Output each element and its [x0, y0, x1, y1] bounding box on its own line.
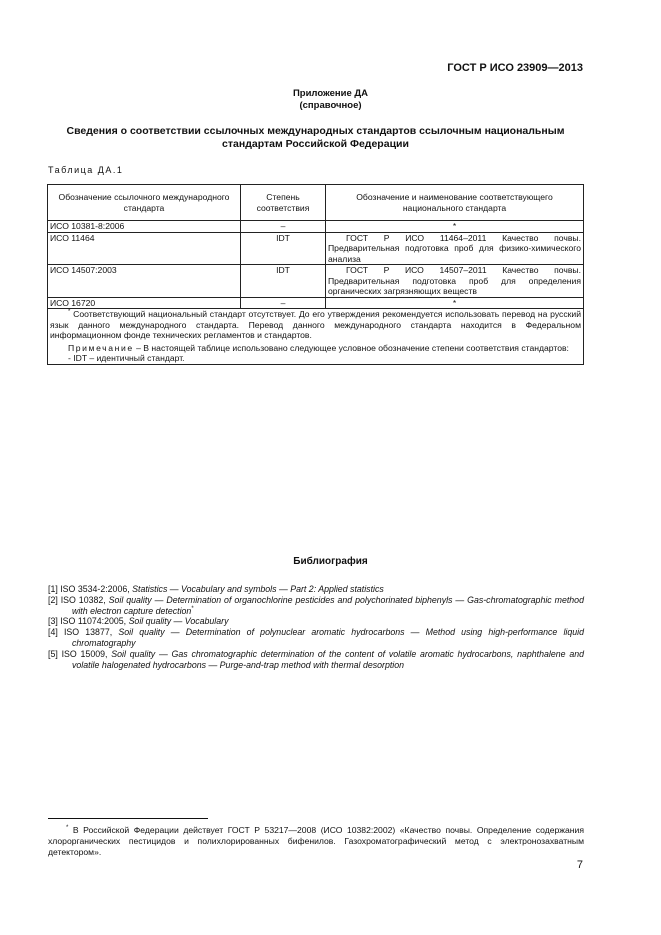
cell-national: * — [326, 297, 584, 309]
table-row — [48, 265, 584, 298]
cell-degree: – — [241, 221, 326, 233]
ref-number: [4] — [48, 627, 58, 638]
ref-code: ISO 13877, — [63, 627, 113, 638]
ref-code: ISO 15009, — [61, 648, 108, 659]
cell-intl: ИСО 16720 — [48, 297, 241, 309]
cell-national: ГОСТ Р ИСО 14507–2011 Качество почвы. Предварительная подготовка проб для определения органических загрязняющих веществ — [326, 265, 584, 298]
table-caption: Таблица ДА.1 — [48, 165, 124, 175]
page-title: Сведения о соответствии ссылочных международных стандартов ссылочным национальным стандартам Российской Федерации — [66, 125, 565, 150]
ref-title: Soil quality — Determination of polynuclear aromatic hydrocarbons — Method using high-performance liquid chromatography — [72, 627, 584, 648]
bibliography-item — [48, 584, 584, 595]
cell-national: * — [326, 221, 584, 233]
page-number: 7 — [576, 859, 583, 871]
cell-national: ГОСТ Р ИСО 11464–2011 Качество почвы. Предварительная подготовка проб для физико-химического анализа — [326, 232, 584, 265]
ref-code: ISO 10382, — [60, 594, 106, 605]
table-footnote — [50, 309, 581, 341]
bibliography-item — [48, 649, 584, 671]
ref-footnote-mark: * — [191, 605, 194, 612]
appendix-type: (справочное) — [299, 100, 362, 111]
correspondence-table — [47, 184, 584, 365]
cell-degree: IDT — [241, 265, 326, 298]
footnote-mark: * — [68, 309, 71, 315]
cell-degree: IDT — [241, 232, 326, 265]
bibliography-title: Библиография — [293, 556, 368, 567]
ref-number: [3] — [48, 616, 58, 627]
table-row — [48, 232, 584, 265]
footnote-divider — [48, 818, 208, 819]
table-note — [50, 343, 581, 354]
ref-title: Soil quality — Determination of organochlorine pesticides and polychorinated biphenyls — Gas-chromatographic method with electron capture detection — [72, 594, 584, 616]
table-row — [48, 297, 584, 309]
ref-code: ISO 3534-2:2006, — [60, 584, 130, 594]
standard-code: ГОСТ Р ИСО 23909—2013 — [447, 62, 583, 74]
appendix-label: Приложение ДА — [292, 88, 369, 99]
cell-intl: ИСО 10381-8:2006 — [48, 221, 241, 233]
header-national-standard: Обозначение и наименование соответствующего национального стандарта — [326, 185, 584, 221]
ref-number: [5] — [48, 648, 58, 659]
footnote-mark: * — [66, 825, 69, 831]
ref-title: Soil quality — Vocabulary — [128, 616, 229, 627]
note-text: – В настоящей таблице использовано следующее условное обозначение степени соответствия стандартов: — [136, 342, 569, 353]
table-footer — [48, 309, 584, 365]
ref-code: ISO 11074:2005, — [60, 616, 127, 627]
bibliography-item — [48, 595, 584, 617]
bibliography-item — [48, 627, 584, 649]
note-label: Примечание — [68, 342, 134, 353]
note-item: - IDT – идентичный стандарт. — [68, 353, 185, 363]
bibliography-item — [48, 616, 584, 627]
bibliography-list — [48, 584, 584, 670]
cell-intl: ИСО 14507:2003 — [48, 265, 241, 298]
table-footer-row — [48, 309, 584, 365]
cell-degree: – — [241, 297, 326, 309]
ref-title: Soil quality — Gas chromatographic determination of the content of volatile aromatic hydrocarbons, naphthalene and volatile halogenated hydrocarbons — Purge-and-trap method with thermal desorption — [72, 648, 584, 670]
page-footnote-text: В Российской Федерации действует ГОСТ Р 53217—2008 (ИСО 10382:2002) «Качество почвы. Определение содержания хлорорганических пестицидов и полихлорированных бифенилов. Газохроматографический метод с электронозахватным детектором». — [48, 825, 584, 857]
table-footnote-text: Соответствующий национальный стандарт отсутствует. До его утверждения рекомендуется использовать перевод на русский язык данного международного стандарта. Перевод данного международного стандарта находится в Федеральном информационном фонде технических регламентов и стандартов. — [50, 309, 581, 340]
ref-number: [2] — [48, 594, 58, 605]
header-intl-standard: Обозначение ссылочного международного стандарта — [48, 185, 241, 221]
cell-intl: ИСО 11464 — [48, 232, 241, 265]
header-degree: Степень соответствия — [241, 185, 326, 221]
table-row — [48, 221, 584, 233]
ref-number: [1] — [48, 584, 58, 594]
table-header-row — [48, 185, 584, 221]
ref-title: Statistics — Vocabulary and symbols — Part 2: Applied statistics — [132, 584, 384, 594]
page-footnote — [48, 825, 584, 858]
